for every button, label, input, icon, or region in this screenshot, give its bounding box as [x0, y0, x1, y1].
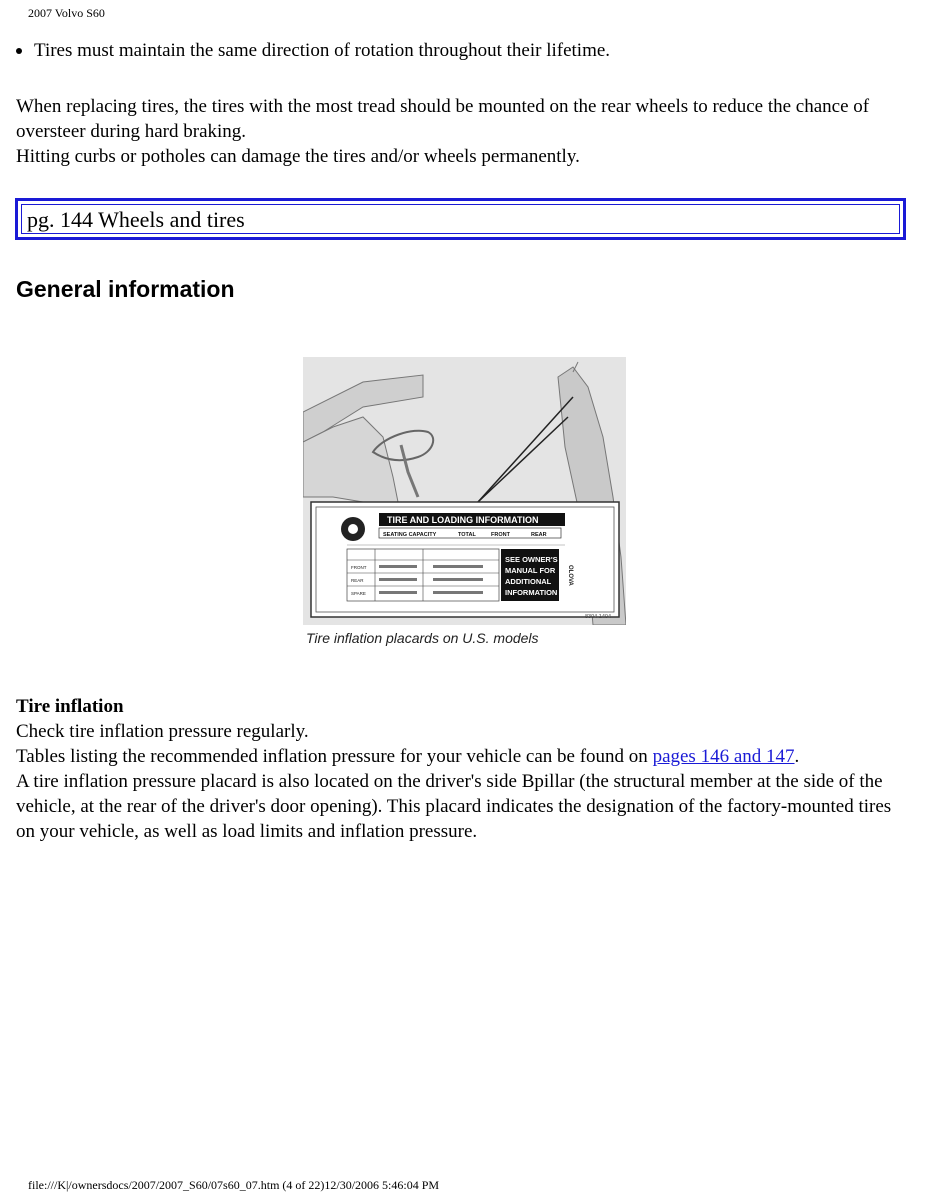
bullet-text: Tires must maintain the same direction of rotation throughout their lifetime.: [34, 40, 611, 61]
tire-inflation-line1: Check tire inflation pressure regularly.: [16, 721, 309, 742]
tire-inflation-line2-suffix: .: [794, 746, 800, 767]
placard-row-label-rear: REAR: [351, 578, 364, 583]
placard-title: TIRE AND LOADING INFORMATION: [387, 515, 539, 525]
placard-cell-placeholder: [379, 565, 417, 568]
placard-header-rear: REAR: [531, 532, 547, 538]
tire-inflation-paragraph: A tire inflation pressure placard is also located on the driver's side Bpillar (the structural member at the side of the vehicle, at the rear of the driver's door opening). This placard indicates the designation of the factory-mounted tires on your vehicle, as well as load limits and inflation pressure.: [16, 771, 892, 842]
tire-inflation-line2-prefix: Tables listing the recommended inflation pressure for your vehicle can be found on: [16, 746, 653, 767]
placard-header-total: TOTAL: [458, 532, 476, 538]
tire-placard-illustration: [303, 357, 626, 625]
footer-file-path: file:///K|/ownersdocs/2007/2007_S60/07s60_07.htm (4 of 22)12/30/2006 5:46:04 PM: [28, 1178, 440, 1192]
body-paragraphs: [16, 94, 911, 169]
tire-inflation-line2: [16, 744, 911, 769]
placard-cell-placeholder: [379, 578, 417, 581]
replacing-tires-paragraph: When replacing tires, the tires with the most tread should be mounted on the rear wheels to reduce the chance of oversteer during hard braking.: [16, 96, 870, 142]
page-reference-label: pg. 144 Wheels and tires: [27, 207, 245, 232]
owner-note-line: INFORMATION: [505, 588, 558, 597]
tire-icon-hub: [348, 524, 358, 534]
owner-note-line: ADDITIONAL: [505, 577, 552, 586]
figure-caption: Tire inflation placards on U.S. models: [306, 630, 539, 646]
placard-cell-placeholder: [433, 578, 483, 581]
placard-cell-placeholder: [433, 565, 483, 568]
page-reference-box: [15, 198, 906, 240]
owner-note-line: SEE OWNER'S: [505, 555, 558, 564]
placard-header-seating: SEATING CAPACITY: [383, 532, 437, 538]
placard-row-label-spare: SPARE: [351, 591, 366, 596]
placard-cell-placeholder: [433, 591, 483, 594]
document-header-title: 2007 Volvo S60: [28, 6, 105, 20]
bullet-icon: [16, 48, 22, 54]
placard-row-label-front: FRONT: [351, 565, 367, 570]
bullet-item: [16, 39, 610, 63]
tire-inflation-heading: Tire inflation: [16, 696, 124, 717]
placard-header-front: FRONT: [491, 532, 510, 538]
placard-cell-placeholder: [379, 591, 417, 594]
owner-note-line: MANUAL FOR: [505, 566, 556, 575]
figure-code: 8304 1404: [585, 614, 611, 620]
pages-146-147-link[interactable]: pages 146 and 147: [652, 746, 795, 767]
curbs-paragraph: Hitting curbs or potholes can damage the tires and/or wheels permanently.: [16, 146, 580, 167]
placard-side-text: OLOVA: [567, 565, 573, 586]
tire-inflation-section: [16, 694, 911, 844]
section-heading: General information: [16, 276, 235, 302]
